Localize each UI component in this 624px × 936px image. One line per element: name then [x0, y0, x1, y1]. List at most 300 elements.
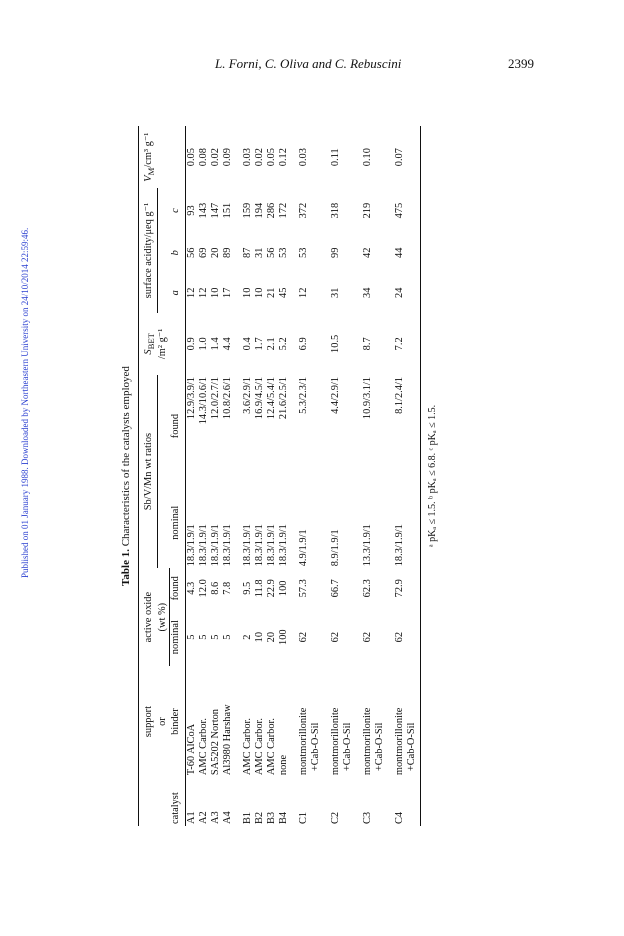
header-active-oxide: active oxide — [139, 568, 158, 666]
nominal-oxide-cell — [266, 608, 278, 666]
header-b: b — [170, 233, 186, 273]
nominal-oxide-cell-text: 5 — [210, 634, 222, 640]
page-number: 2399 — [508, 56, 534, 71]
catalyst-cell — [354, 777, 386, 826]
acid-a-cell-text: 21 — [266, 287, 278, 298]
catalyst-cell-text: B2 — [254, 811, 266, 824]
found-oxide-cell-text: 4.3 — [186, 581, 198, 595]
table-row — [186, 126, 199, 826]
table-row — [322, 126, 354, 826]
ratio-nominal-cell — [386, 477, 421, 568]
vm-cell — [222, 126, 234, 188]
ratio-nominal-cell-text: 18.3/1.9/1 — [278, 524, 290, 567]
vm-cell-text: 0.03 — [242, 148, 254, 167]
acid-c-cell — [254, 188, 266, 232]
found-oxide-cell — [278, 568, 290, 608]
nominal-oxide-cell-text: 62 — [298, 631, 310, 643]
acid-a-cell-text: 10 — [242, 287, 254, 298]
download-watermark[interactable]: Published on 01 January 1988. Downloaded by Northeastern University on 24/10/2014 22:59:46. — [20, 227, 30, 578]
acid-c-cell — [266, 188, 278, 232]
ratio-found-cell-text: 5.3/2.3/1 — [298, 376, 310, 414]
acid-a-cell-text: 10 — [210, 287, 222, 298]
vm-cell-text: 0.09 — [222, 148, 234, 167]
header-catalyst: catalyst — [170, 777, 186, 826]
catalyst-table — [120, 126, 421, 826]
found-oxide-cell-text: 7.8 — [222, 581, 234, 595]
acid-c-cell — [186, 188, 199, 232]
ratio-nominal-cell-text: 18.3/1.9/1 — [198, 524, 210, 567]
table-row — [198, 126, 210, 826]
acid-a-cell — [222, 273, 234, 313]
found-oxide-cell-text: 72.9 — [394, 579, 406, 598]
found-oxide-cell — [210, 568, 222, 608]
support-cell-text: AMC Carbor. — [242, 717, 254, 776]
sbet-cell — [254, 313, 266, 375]
found-oxide-cell — [222, 568, 234, 608]
acid-c-cell-text: 372 — [298, 202, 310, 219]
found-oxide-cell — [198, 568, 210, 608]
acid-a-cell-text: 17 — [222, 287, 234, 298]
table-title: Characteristics of the catalysts employed — [120, 366, 132, 547]
acid-b-cell-text: 87 — [242, 247, 254, 258]
acid-a-cell-text: 10 — [254, 287, 266, 298]
table-row — [278, 126, 290, 826]
sbet-cell-text: 1.0 — [198, 337, 210, 351]
acid-a-cell — [354, 273, 386, 313]
ratio-found-cell — [290, 375, 322, 477]
found-oxide-cell-text: 66.7 — [330, 579, 342, 598]
table-row — [254, 126, 266, 826]
sbet-cell-text: 6.9 — [298, 337, 310, 351]
nominal-oxide-cell — [322, 608, 354, 666]
acid-c-cell-text: 194 — [254, 202, 266, 219]
nominal-oxide-cell — [186, 608, 199, 666]
acid-b-cell-text: 69 — [198, 247, 210, 258]
acid-a-cell-text: 45 — [278, 287, 290, 298]
acid-a-cell — [278, 273, 290, 313]
support-cell-text: Al3980 Harshaw — [222, 704, 234, 776]
ratio-nominal-cell-text: 18.3/1.9/1 — [186, 524, 198, 567]
table-row — [266, 126, 278, 826]
found-oxide-cell — [354, 568, 386, 608]
nominal-oxide-cell — [354, 608, 386, 666]
vm-cell-text: 0.10 — [362, 148, 374, 167]
sbet-cell-text: 7.2 — [394, 337, 406, 351]
nominal-oxide-cell-text: 5 — [222, 634, 234, 640]
nominal-oxide-cell-text: 5 — [186, 634, 198, 640]
sbet-cell — [354, 313, 386, 375]
ratio-nominal-cell-text: 13.3/1.9/1 — [362, 524, 374, 567]
ratio-found-cell — [186, 375, 199, 477]
nominal-oxide-cell-text: 20 — [266, 631, 278, 643]
nominal-oxide-cell — [198, 608, 210, 666]
catalyst-cell-text: A2 — [198, 811, 210, 824]
vm-cell-text: 0.05 — [186, 148, 198, 167]
header-c: c — [170, 188, 186, 232]
binder-text: +Cab-O-Sil — [310, 722, 322, 772]
catalyst-cell-text: C3 — [362, 811, 374, 824]
acid-a-cell — [266, 273, 278, 313]
catalyst-cell-text: B1 — [242, 811, 254, 824]
nominal-oxide-cell — [210, 608, 222, 666]
acid-c-cell-text: 151 — [222, 202, 234, 219]
acid-c-cell — [354, 188, 386, 232]
ratio-found-cell-text: 12.0/2.7/1 — [210, 376, 222, 420]
vm-cell-text: 0.05 — [266, 148, 278, 167]
ratio-found-cell — [254, 375, 266, 477]
sbet-cell-text: 8.7 — [362, 337, 374, 351]
binder-text: +Cab-O-Sil — [342, 722, 354, 772]
acid-a-cell-text: 12 — [298, 287, 310, 298]
header-acidity: surface acidity/μeq g⁻¹ — [139, 188, 158, 312]
acid-b-cell — [354, 233, 386, 273]
header-ratio-nominal: nominal — [170, 477, 186, 568]
ratio-nominal-cell-text: 18.3/1.9/1 — [210, 524, 222, 567]
header-ratio-found: found — [170, 375, 186, 477]
table-row — [210, 126, 222, 826]
vm-cell — [234, 126, 254, 188]
sbet-cell — [222, 313, 234, 375]
acid-a-cell-text: 31 — [330, 287, 342, 298]
table-caption — [120, 126, 138, 826]
ratio-found-cell — [198, 375, 210, 477]
acid-a-cell — [254, 273, 266, 313]
ratio-found-cell — [266, 375, 278, 477]
found-oxide-cell — [322, 568, 354, 608]
acid-b-cell-text: 31 — [254, 247, 266, 258]
catalyst-cell — [290, 777, 322, 826]
ratio-found-cell — [210, 375, 222, 477]
vm-cell — [210, 126, 222, 188]
nominal-oxide-cell-text: 62 — [330, 631, 342, 643]
binder-text: +Cab-O-Sil — [374, 722, 386, 772]
acid-a-cell — [290, 273, 322, 313]
acid-b-cell — [386, 233, 421, 273]
acid-b-cell-text: 56 — [266, 247, 278, 258]
found-oxide-cell-text: 12.0 — [198, 579, 210, 598]
ratio-found-cell-text: 4.4/2.9/1 — [330, 376, 342, 414]
binder-text: +Cab-O-Sil — [406, 722, 418, 772]
table-body — [186, 126, 421, 826]
vm-cell-text: 0.11 — [330, 148, 342, 167]
acid-b-cell-text: 53 — [278, 247, 290, 258]
acid-b-cell — [222, 233, 234, 273]
vm-cell — [322, 126, 354, 188]
acid-b-cell-text: 20 — [210, 247, 222, 258]
vm-cell-text: 0.07 — [394, 148, 406, 167]
table-row — [290, 126, 322, 826]
ratio-found-cell-text: 10.9/3.1/1 — [362, 376, 374, 420]
support-cell — [254, 666, 266, 777]
vm-cell — [266, 126, 278, 188]
ratio-nominal-cell-text: 4.9/1.9/1 — [298, 529, 310, 567]
acid-b-cell — [278, 233, 290, 273]
ratio-nominal-cell-text: 8.9/1.9/1 — [330, 529, 342, 567]
nominal-oxide-cell — [254, 608, 266, 666]
acid-c-cell-text: 159 — [242, 202, 254, 219]
nominal-oxide-cell-text: 2 — [242, 634, 254, 640]
found-oxide-cell — [254, 568, 266, 608]
acid-a-cell — [210, 273, 222, 313]
header-sbet: $S_{BET}$ — [139, 313, 158, 375]
acid-a-cell-text: 12 — [186, 287, 198, 298]
found-oxide-cell — [186, 568, 199, 608]
acid-a-cell — [234, 273, 254, 313]
running-authors: L. Forni, C. Oliva and C. Rebuscini — [215, 56, 402, 71]
sbet-cell — [266, 313, 278, 375]
acid-b-cell — [322, 233, 354, 273]
sbet-cell-text: 0.4 — [242, 337, 254, 351]
support-cell — [322, 666, 354, 777]
table-row — [234, 126, 254, 826]
ratio-found-cell-text: 14.3/10.6/1 — [198, 376, 210, 425]
ratio-nominal-cell-text: 18.3/1.9/1 — [242, 524, 254, 567]
sbet-cell-text: 5.2 — [278, 337, 290, 351]
ratio-nominal-cell — [234, 477, 254, 568]
acid-b-cell-text: 99 — [330, 247, 342, 258]
ratio-found-cell-text: 21.6/2.5/1 — [278, 376, 290, 420]
ratio-nominal-cell-text: 18.3/1.9/1 — [266, 524, 278, 567]
vm-cell-text: 0.03 — [298, 148, 310, 167]
found-oxide-cell-text: 62.3 — [362, 579, 374, 598]
acid-b-cell — [198, 233, 210, 273]
sbet-cell-text: 0.9 — [186, 337, 198, 351]
found-oxide-cell-text: 100 — [278, 580, 290, 597]
sbet-cell — [278, 313, 290, 375]
support-cell-text: montmorillonite — [298, 707, 310, 776]
support-cell — [198, 666, 210, 777]
ratio-found-cell — [278, 375, 290, 477]
table-row — [386, 126, 421, 826]
ratio-found-cell-text: 16.9/4.5/1 — [254, 376, 266, 420]
ratio-nominal-cell-text: 18.3/1.9/1 — [222, 524, 234, 567]
nominal-oxide-cell-text: 100 — [278, 629, 290, 645]
support-cell-text: none — [278, 754, 290, 776]
sbet-cell-text: 4.4 — [222, 337, 234, 351]
support-cell — [354, 666, 386, 777]
acid-c-cell-text: 172 — [278, 202, 290, 219]
header-a: a — [170, 273, 186, 313]
found-oxide-cell-text: 11.8 — [254, 579, 266, 598]
found-oxide-cell — [234, 568, 254, 608]
support-cell — [234, 666, 254, 777]
catalyst-cell-text: B4 — [278, 811, 290, 824]
found-oxide-cell — [266, 568, 278, 608]
ratio-nominal-cell — [266, 477, 278, 568]
vm-cell — [198, 126, 210, 188]
acid-a-cell — [186, 273, 199, 313]
support-cell — [290, 666, 322, 777]
vm-cell — [254, 126, 266, 188]
sbet-cell — [186, 313, 199, 375]
support-cell — [222, 666, 234, 777]
catalyst-cell-text: A3 — [210, 811, 222, 824]
support-cell — [386, 666, 421, 777]
catalyst-cell-text: C1 — [298, 811, 310, 824]
acid-b-cell-text: 89 — [222, 247, 234, 258]
vm-cell-text: 0.08 — [198, 148, 210, 167]
table-footnote: ᵃ pKₐ ≤ 1.5. ᵇ pKₐ ≤ 6.8. ᶜ pKₐ ≤ 1.5. — [427, 404, 439, 548]
ratio-nominal-cell-text: 18.3/1.9/1 — [254, 524, 266, 567]
sbet-cell-text: 1.7 — [254, 337, 266, 351]
acid-c-cell — [386, 188, 421, 232]
vm-cell — [386, 126, 421, 188]
ratio-found-cell — [322, 375, 354, 477]
support-cell-text: montmorillonite — [394, 707, 406, 776]
catalyst-cell — [278, 777, 290, 826]
header-support: support — [139, 666, 158, 777]
header-vm: $V_M$/cm³ g⁻¹ — [139, 126, 158, 188]
support-cell-text: T-60 AlCoA — [186, 723, 198, 776]
catalyst-cell — [234, 777, 254, 826]
sbet-cell — [322, 313, 354, 375]
acid-c-cell-text: 219 — [362, 202, 374, 219]
ratio-nominal-cell-text: 18.3/1.9/1 — [394, 524, 406, 567]
rotated-table-block — [120, 126, 450, 826]
acid-c-cell — [198, 188, 210, 232]
acid-c-cell-text: 286 — [266, 202, 278, 219]
found-oxide-cell-text: 8.6 — [210, 581, 222, 595]
acid-c-cell-text: 93 — [186, 205, 198, 216]
nominal-oxide-cell-text: 5 — [198, 634, 210, 640]
catalyst-cell — [186, 777, 199, 826]
ratio-nominal-cell — [198, 477, 210, 568]
acid-c-cell — [278, 188, 290, 232]
acid-b-cell — [210, 233, 222, 273]
ratio-found-cell-text: 3.6/2.9/1 — [242, 376, 254, 414]
support-cell-text: AMC Carbor. — [198, 717, 210, 776]
support-cell-text: AMC Carbor. — [266, 717, 278, 776]
table-label: Table 1. — [120, 549, 132, 586]
header-ratios: Sb/V/Mn wt ratios — [139, 375, 158, 568]
sbet-cell-text: 10.5 — [330, 334, 342, 353]
catalyst-cell-text: C4 — [394, 811, 406, 824]
acid-b-cell — [290, 233, 322, 273]
found-oxide-cell-text: 22.9 — [266, 579, 278, 598]
ratio-found-cell-text: 12.9/3.9/1 — [186, 376, 198, 420]
sbet-cell — [198, 313, 210, 375]
sbet-cell — [210, 313, 222, 375]
vm-cell — [354, 126, 386, 188]
found-oxide-cell — [290, 568, 322, 608]
ratio-nominal-cell — [222, 477, 234, 568]
catalyst-cell-text: C2 — [330, 811, 342, 824]
acid-b-cell — [234, 233, 254, 273]
acid-c-cell — [322, 188, 354, 232]
support-cell — [266, 666, 278, 777]
table-row — [222, 126, 234, 826]
sbet-cell — [234, 313, 254, 375]
vm-cell — [186, 126, 199, 188]
ratio-nominal-cell — [254, 477, 266, 568]
ratio-found-cell — [386, 375, 421, 477]
ratio-found-cell — [354, 375, 386, 477]
nominal-oxide-cell — [290, 608, 322, 666]
ratio-nominal-cell — [290, 477, 322, 568]
catalyst-cell — [254, 777, 266, 826]
catalyst-cell — [322, 777, 354, 826]
support-cell-text: montmorillonite — [362, 707, 374, 776]
support-cell — [278, 666, 290, 777]
acid-a-cell-text: 12 — [198, 287, 210, 298]
vm-cell-text: 0.12 — [278, 148, 290, 167]
header-support-or: or — [157, 717, 169, 726]
vm-cell — [278, 126, 290, 188]
acid-c-cell-text: 143 — [198, 202, 210, 219]
acid-b-cell-text: 44 — [394, 247, 406, 258]
header-nominal: nominal — [170, 608, 186, 666]
acid-c-cell — [290, 188, 322, 232]
nominal-oxide-cell-text: 62 — [362, 631, 374, 643]
acid-c-cell-text: 475 — [394, 202, 406, 219]
page-header — [0, 56, 624, 76]
ratio-nominal-cell — [186, 477, 199, 568]
ratio-found-cell-text: 8.1/2.4/1 — [394, 376, 406, 414]
acid-b-cell — [266, 233, 278, 273]
vm-cell — [290, 126, 322, 188]
catalyst-cell — [386, 777, 421, 826]
header-active-wt: (wt %) — [157, 568, 170, 666]
acid-c-cell-text: 147 — [210, 202, 222, 219]
table-row — [354, 126, 386, 826]
sbet-cell-text: 2.1 — [266, 337, 278, 351]
nominal-oxide-cell — [278, 608, 290, 666]
acid-b-cell — [186, 233, 199, 273]
support-cell — [186, 666, 199, 777]
acid-c-cell — [222, 188, 234, 232]
header-binder: binder — [170, 666, 186, 777]
ratio-found-cell — [222, 375, 234, 477]
catalyst-cell — [222, 777, 234, 826]
nominal-oxide-cell — [222, 608, 234, 666]
found-oxide-cell-text: 57.3 — [298, 579, 310, 598]
support-cell-text: SA5202 Norton — [210, 709, 222, 776]
acid-b-cell-text: 42 — [362, 247, 374, 258]
catalyst-cell — [210, 777, 222, 826]
acid-a-cell-text: 24 — [394, 287, 406, 298]
sbet-cell — [386, 313, 421, 375]
acid-a-cell — [322, 273, 354, 313]
nominal-oxide-cell — [386, 608, 421, 666]
sbet-cell — [290, 313, 322, 375]
acid-c-cell — [210, 188, 222, 232]
acid-a-cell — [386, 273, 421, 313]
sbet-cell-text: 1.4 — [210, 337, 222, 351]
found-oxide-cell — [386, 568, 421, 608]
catalyst-cell-text: B3 — [266, 811, 278, 824]
support-cell-text: montmorillonite — [330, 707, 342, 776]
vm-cell-text: 0.02 — [210, 148, 222, 167]
ratio-nominal-cell — [278, 477, 290, 568]
acid-b-cell-text: 53 — [298, 247, 310, 258]
acid-a-cell-text: 34 — [362, 287, 374, 298]
ratio-found-cell-text: 10.8/2.6/1 — [222, 376, 234, 420]
ratio-found-cell-text: 12.4/5.4/1 — [266, 376, 278, 420]
ratio-nominal-cell — [322, 477, 354, 568]
found-oxide-cell-text: 9.5 — [242, 581, 254, 595]
catalyst-cell-text: A1 — [186, 811, 198, 824]
ratio-nominal-cell — [354, 477, 386, 568]
ratio-nominal-cell — [210, 477, 222, 568]
acid-a-cell — [198, 273, 210, 313]
acid-b-cell-text: 56 — [186, 247, 198, 258]
nominal-oxide-cell — [234, 608, 254, 666]
support-cell-text: AMC Carbor. — [254, 717, 266, 776]
acid-c-cell — [234, 188, 254, 232]
acid-b-cell — [254, 233, 266, 273]
nominal-oxide-cell-text: 10 — [254, 631, 266, 643]
catalyst-cell-text: A4 — [222, 811, 234, 824]
